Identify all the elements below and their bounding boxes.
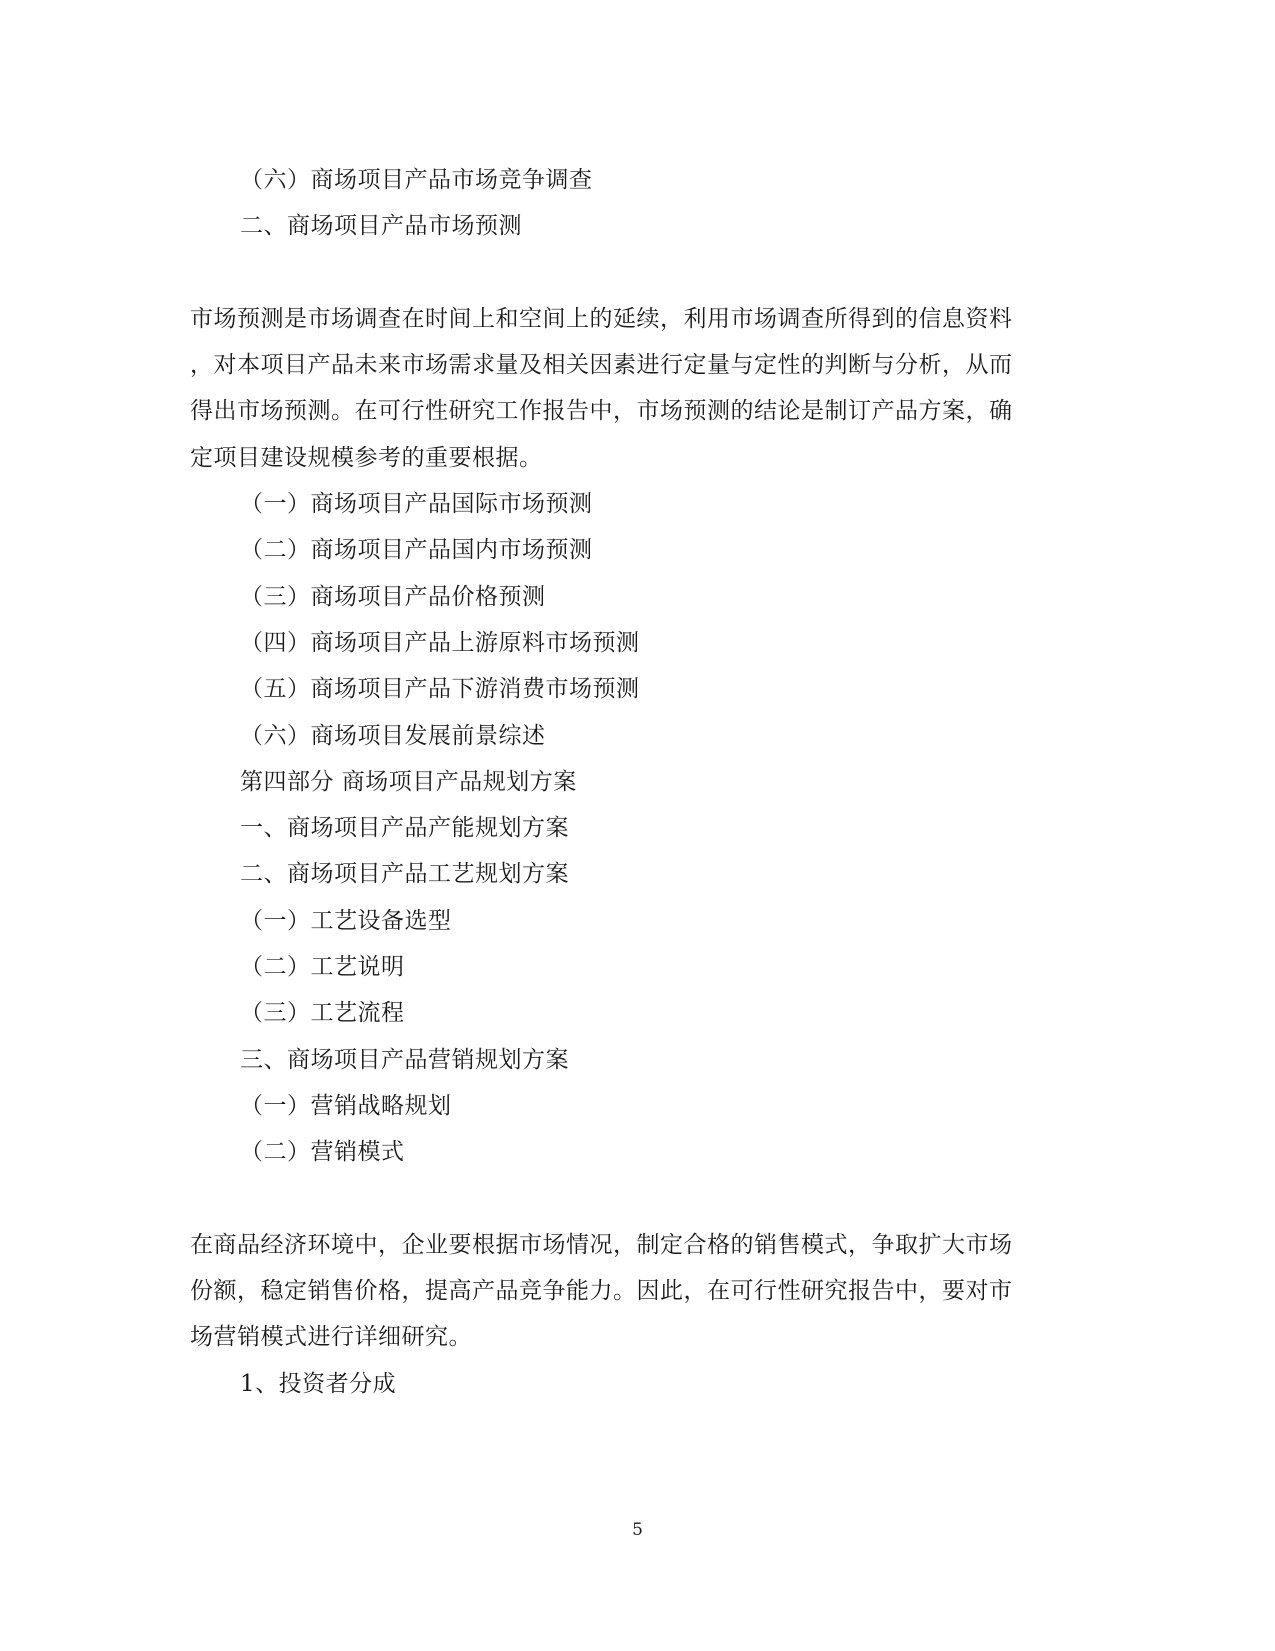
section-heading: 二、商场项目产品工艺规划方案 (240, 861, 569, 887)
subsection-heading: （三）工艺流程 (240, 1000, 405, 1026)
subsection-heading: （二）工艺说明 (240, 954, 405, 980)
subsection-heading: （一）工艺设备选型 (240, 908, 452, 934)
subsection-heading: （一）商场项目产品国际市场预测 (240, 491, 593, 517)
section-heading: 二、商场项目产品市场预测 (240, 213, 522, 239)
section-heading: 三、商场项目产品营销规划方案 (240, 1047, 569, 1073)
subsection-heading: （一）营销战略规划 (240, 1093, 452, 1119)
body-paragraph-line: 得出市场预测。在可行性研究工作报告中，市场预测的结论是制订产品方案，确 (190, 398, 1013, 424)
subsection-heading: （六）商场项目产品市场竞争调查 (240, 167, 593, 193)
body-paragraph-line: ，对本项目产品未来市场需求量及相关因素进行定量与定性的判断与分析，从而 (190, 352, 1013, 378)
subsection-heading: （二）营销模式 (240, 1139, 405, 1165)
part-heading: 第四部分 商场项目产品规划方案 (240, 769, 577, 795)
body-paragraph-line: 定项目建设规模参考的重要根据。 (190, 445, 543, 471)
subsection-heading: （五）商场项目产品下游消费市场预测 (240, 676, 640, 702)
body-paragraph-line: 份额，稳定销售价格，提高产品竞争能力。因此，在可行性研究报告中，要对市 (190, 1278, 1013, 1304)
page-number: 5 (632, 1520, 643, 1540)
subsection-heading: （六）商场项目发展前景综述 (240, 723, 546, 749)
subsection-heading: （三）商场项目产品价格预测 (240, 584, 546, 610)
section-heading: 一、商场项目产品产能规划方案 (240, 815, 569, 841)
subsection-heading: （二）商场项目产品国内市场预测 (240, 537, 593, 563)
body-paragraph-line: 场营销模式进行详细研究。 (190, 1324, 472, 1350)
body-paragraph-line: 在商品经济环境中，企业要根据市场情况，制定合格的销售模式，争取扩大市场 (190, 1232, 1013, 1258)
numbered-item: 1、投资者分成 (240, 1371, 397, 1397)
subsection-heading: （四）商场项目产品上游原料市场预测 (240, 630, 640, 656)
body-paragraph-line: 市场预测是市场调查在时间上和空间上的延续，利用市场调查所得到的信息资料 (190, 306, 1013, 332)
